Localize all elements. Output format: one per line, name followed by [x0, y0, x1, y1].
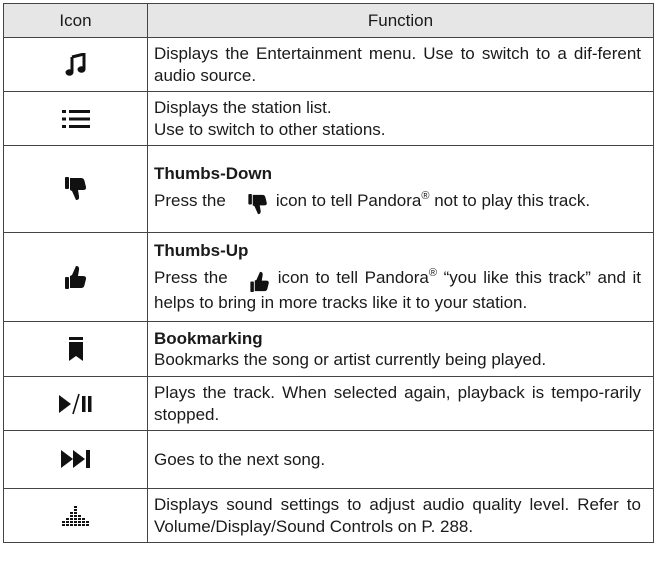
- function-cell: Displays sound settings to adjust audio quality level. Refer to Volume/Display/Sound Controls on P. 288.: [148, 489, 654, 543]
- thumbs-down-icon: [65, 177, 87, 201]
- section-title: Thumbs-Up: [154, 241, 249, 261]
- table-row: [4, 146, 654, 233]
- play-pause-icon: [59, 394, 93, 414]
- equalizer-icon: [62, 505, 90, 527]
- table-row: [4, 431, 654, 489]
- function-cell: Thumbs-Up Press the icon to tell Pandora® “you like this track” and it helps to bring in more tracks like it to your station.: [148, 233, 654, 322]
- thumbs-down-icon: [248, 194, 268, 215]
- bookmark-icon: [69, 337, 83, 361]
- table-row: [4, 377, 654, 431]
- function-cell: Goes to the next song.: [148, 431, 654, 489]
- music-note-icon: [65, 53, 87, 77]
- function-cell: Bookmarking Bookmarks the song or artist currently being played.: [148, 322, 654, 377]
- section-title: Thumbs-Down: [154, 164, 273, 184]
- table-row: [4, 322, 654, 377]
- thumbs-up-icon: [65, 265, 87, 289]
- icon-function-table: [3, 3, 654, 543]
- header-function: Function: [148, 4, 654, 38]
- next-track-icon: [61, 450, 91, 468]
- section-title: Bookmarking: [154, 328, 263, 348]
- function-cell: Thumbs-Down Press the icon to tell Pandora® not to play this track.: [148, 146, 654, 233]
- list-icon: [62, 109, 90, 129]
- table-row: [4, 38, 654, 92]
- table-row: [4, 233, 654, 322]
- function-cell: Displays the station list. Use to switch to other stations.: [148, 92, 654, 146]
- header-icon: Icon: [4, 4, 148, 38]
- thumbs-up-icon: [250, 271, 270, 292]
- function-cell: Plays the track. When selected again, playback is tempo-rarily stopped.: [148, 377, 654, 431]
- function-cell: Displays the Entertainment menu. Use to switch to a dif-ferent audio source.: [148, 38, 654, 92]
- table-header-row: [4, 4, 654, 38]
- table-row: [4, 489, 654, 543]
- table-row: [4, 92, 654, 146]
